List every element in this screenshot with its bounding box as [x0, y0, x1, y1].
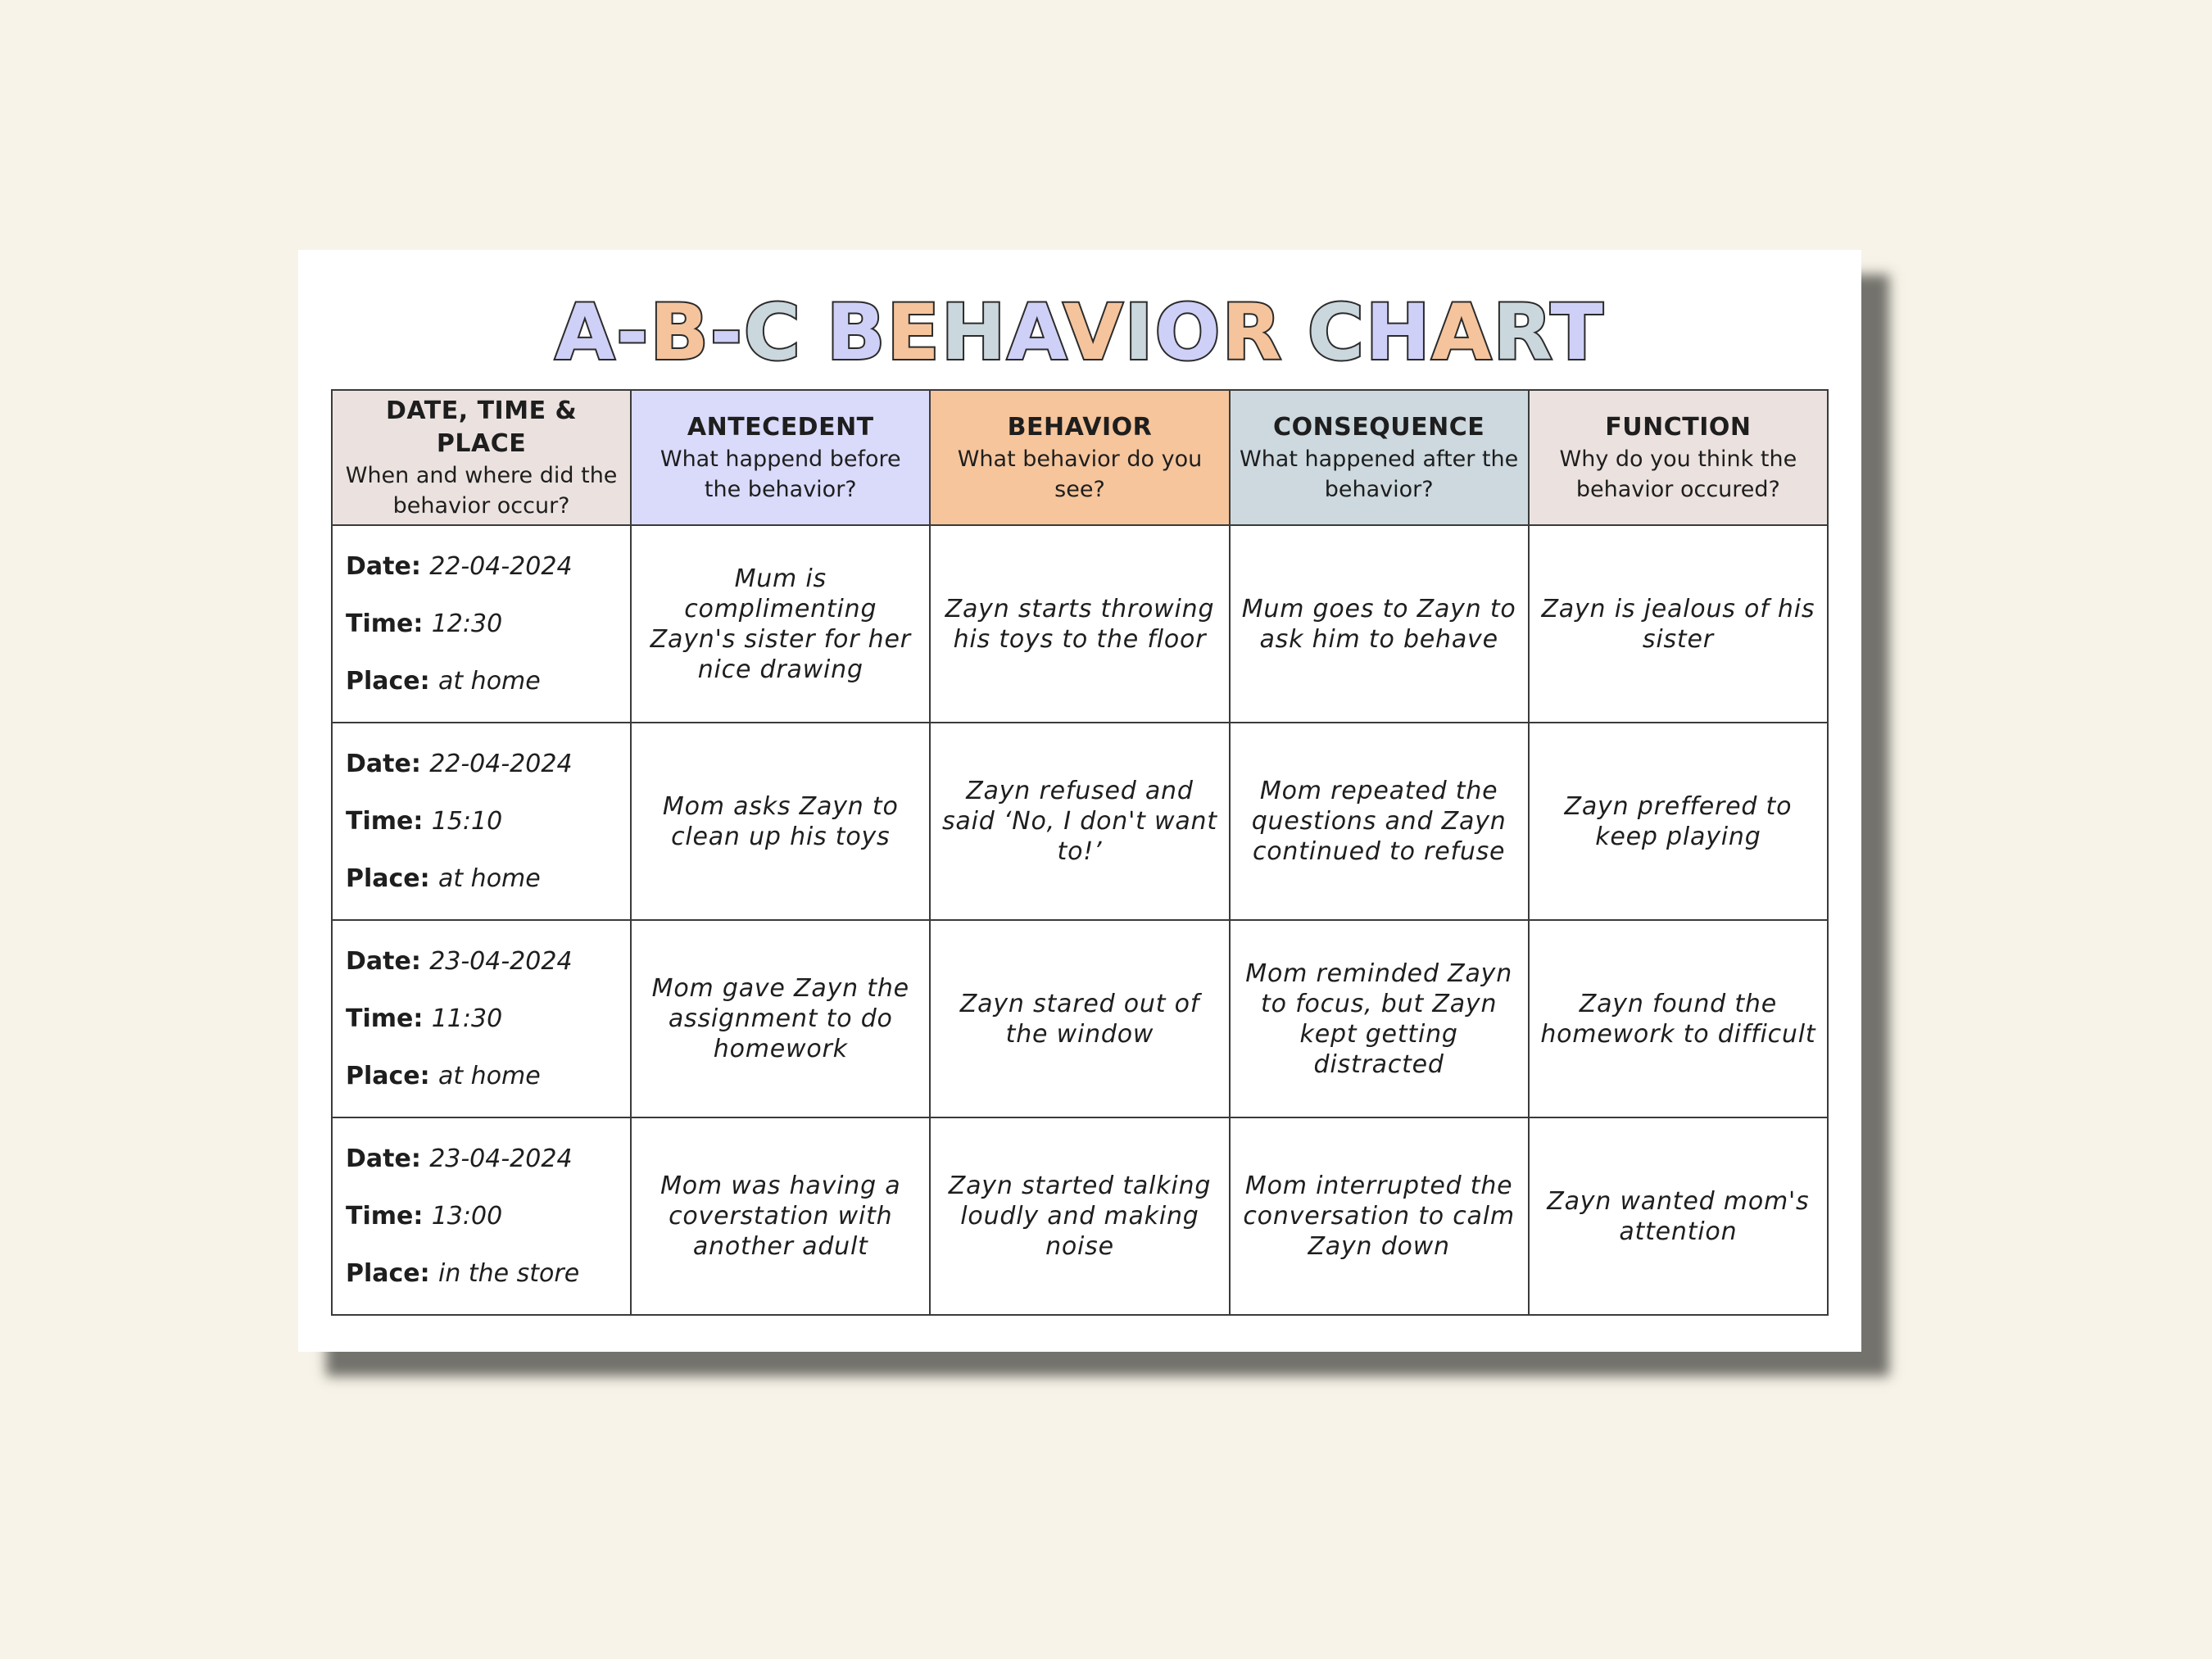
title-letter: A: [1431, 288, 1494, 378]
place-line: [346, 653, 622, 710]
place-value: at home: [438, 1061, 541, 1090]
header-subtitle: When and where did the behavior occur?: [345, 462, 618, 519]
date-line: [346, 538, 622, 596]
header-behavior: [930, 390, 1229, 525]
title-letter: H: [1365, 288, 1432, 378]
cell-behavior: Zayn refused and said ‘No, I don't want to!’: [930, 723, 1229, 920]
title-letter: C: [1307, 288, 1366, 378]
title-letter: T: [1550, 288, 1605, 378]
time-line: [346, 1188, 622, 1245]
title-letter: V: [1063, 288, 1125, 378]
table-row: [332, 920, 1828, 1117]
header-title: CONSEQUENCE: [1273, 412, 1485, 442]
title-letter: H: [941, 288, 1008, 378]
header-subtitle: Why do you think the behavior occured?: [1559, 446, 1797, 502]
cell-consequence: Mom reminded Zayn to focus, but Zayn kept getting distracted: [1230, 920, 1529, 1117]
header-antecedent: [631, 390, 930, 525]
header-title: FUNCTION: [1605, 412, 1752, 442]
header-date-time-place: [332, 390, 631, 525]
place-label: Place:: [346, 1061, 430, 1090]
cell-date-time-place: [332, 525, 631, 723]
chart-title: [298, 288, 1861, 378]
header-subtitle: What happend before the behavior?: [660, 446, 901, 502]
title-letter: -: [616, 288, 650, 378]
time-line: [346, 793, 622, 850]
time-line: [346, 596, 622, 653]
cell-antecedent: Mom gave Zayn the assignment to do homework: [631, 920, 930, 1117]
date-label: Date:: [346, 946, 421, 976]
header-title: BEHAVIOR: [1007, 412, 1153, 442]
cell-behavior: Zayn starts throwing his toys to the floor: [930, 525, 1229, 723]
header-consequence: [1230, 390, 1529, 525]
title-letter: -: [709, 288, 744, 378]
place-value: in the store: [438, 1258, 580, 1288]
date-value: 23-04-2024: [429, 1144, 573, 1173]
header-subtitle: What behavior do you see?: [957, 446, 1203, 502]
place-line: [346, 1245, 622, 1303]
place-value: at home: [438, 666, 541, 696]
title-letter: I: [1124, 288, 1155, 378]
cell-function: Zayn is jealous of his sister: [1529, 525, 1828, 723]
header-subtitle: What happened after the behavior?: [1240, 446, 1519, 502]
table-row: [332, 723, 1828, 920]
header-title: DATE, TIME & PLACE: [386, 396, 578, 458]
cell-consequence: Mom repeated the questions and Zayn continued to refuse: [1230, 723, 1529, 920]
time-value: 15:10: [431, 806, 503, 836]
cell-date-time-place: [332, 723, 631, 920]
date-line: [346, 736, 622, 793]
place-value: at home: [438, 863, 541, 893]
title-letter: C: [743, 288, 802, 378]
date-value: 23-04-2024: [429, 946, 573, 976]
title-letter: B: [826, 288, 887, 378]
date-line: [346, 933, 622, 990]
title-letter: B: [650, 288, 710, 378]
time-label: Time:: [346, 1201, 424, 1231]
header-row: [332, 390, 1828, 525]
date-value: 22-04-2024: [429, 551, 573, 581]
date-label: Date:: [346, 749, 421, 778]
title-letter: R: [1222, 288, 1283, 378]
chart-sheet: [298, 250, 1861, 1352]
header-function: [1529, 390, 1828, 525]
cell-antecedent: Mom was having a coverstation with another adult: [631, 1117, 930, 1315]
table-row: [332, 525, 1828, 723]
time-line: [346, 990, 622, 1048]
cell-consequence: Mum goes to Zayn to ask him to behave: [1230, 525, 1529, 723]
place-label: Place:: [346, 1258, 430, 1288]
title-letter: E: [886, 288, 941, 378]
cell-date-time-place: [332, 1117, 631, 1315]
abc-table: [331, 389, 1829, 1316]
title-letter: O: [1154, 288, 1222, 378]
time-value: 11:30: [431, 1004, 503, 1033]
cell-function: Zayn found the homework to difficult: [1529, 920, 1828, 1117]
time-label: Time:: [346, 609, 424, 638]
header-title: ANTECEDENT: [687, 412, 874, 442]
time-value: 12:30: [431, 609, 503, 638]
place-line: [346, 850, 622, 908]
cell-behavior: Zayn started talking loudly and making noise: [930, 1117, 1229, 1315]
table-row: [332, 1117, 1828, 1315]
date-label: Date:: [346, 1144, 421, 1173]
time-value: 13:00: [431, 1201, 503, 1231]
title-letter: A: [555, 288, 617, 378]
cell-function: Zayn preffered to keep playing: [1529, 723, 1828, 920]
place-line: [346, 1048, 622, 1105]
time-label: Time:: [346, 1004, 424, 1033]
date-label: Date:: [346, 551, 421, 581]
date-value: 22-04-2024: [429, 749, 573, 778]
date-line: [346, 1131, 622, 1188]
cell-antecedent: Mom asks Zayn to clean up his toys: [631, 723, 930, 920]
cell-behavior: Zayn stared out of the window: [930, 920, 1229, 1117]
title-letter: R: [1493, 288, 1551, 378]
title-letter: A: [1007, 288, 1063, 378]
cell-function: Zayn wanted mom's attention: [1529, 1117, 1828, 1315]
place-label: Place:: [346, 666, 430, 696]
cell-antecedent: Mum is complimenting Zayn's sister for her nice drawing: [631, 525, 930, 723]
time-label: Time:: [346, 806, 424, 836]
place-label: Place:: [346, 863, 430, 893]
cell-date-time-place: [332, 920, 631, 1117]
cell-consequence: Mom interrupted the conversation to calm Zayn down: [1230, 1117, 1529, 1315]
